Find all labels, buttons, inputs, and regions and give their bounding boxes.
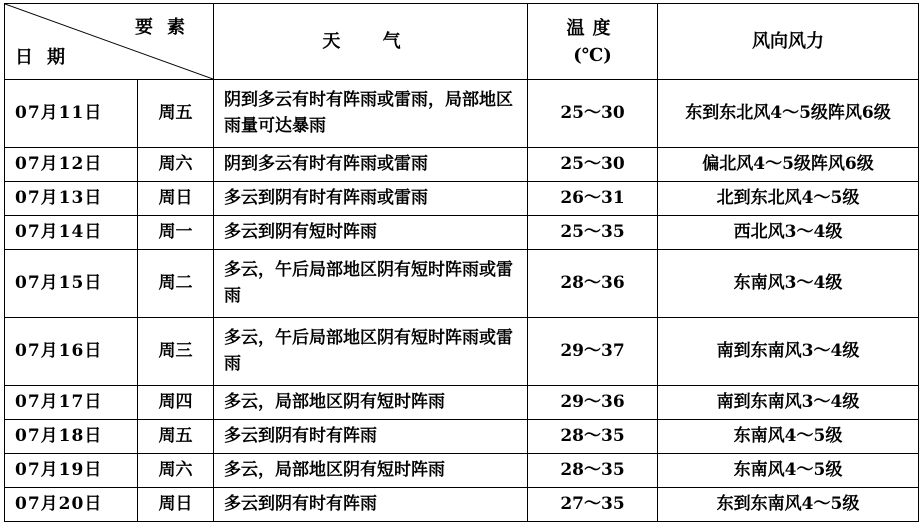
header-weather <box>214 4 528 80</box>
weather-cell: 多云，午后局部地区阴有短时阵雨或雷雨 <box>214 318 528 386</box>
weekday-cell: 周五 <box>138 80 214 148</box>
wind-cell: 东南风3～4级 <box>658 250 919 318</box>
temperature-cell: 27～35 <box>528 488 658 522</box>
header-temperature-label: 温度 <box>566 17 619 39</box>
date-cell: 07月18日 <box>5 420 138 454</box>
date-cell: 07月20日 <box>5 488 138 522</box>
table-row <box>5 420 919 454</box>
table-row <box>5 318 919 386</box>
weekday-cell: 周日 <box>138 488 214 522</box>
header-wind-label: 风向风力 <box>752 31 824 52</box>
table-row <box>5 80 919 148</box>
weather-cell: 多云到阴有时有阵雨 <box>214 488 528 522</box>
weekday-cell: 周六 <box>138 148 214 182</box>
date-cell: 07月14日 <box>5 216 138 250</box>
weekday-cell: 周一 <box>138 216 214 250</box>
weather-cell: 多云，局部地区阴有短时阵雨 <box>214 386 528 420</box>
table-row <box>5 148 919 182</box>
weekday-cell: 周五 <box>138 420 214 454</box>
weather-cell: 多云，局部地区阴有短时阵雨 <box>214 454 528 488</box>
temperature-cell: 25～30 <box>528 80 658 148</box>
header-wind <box>658 4 919 80</box>
header-date-label: 日期 <box>15 47 79 68</box>
date-cell: 07月15日 <box>5 250 138 318</box>
date-cell: 07月13日 <box>5 182 138 216</box>
table-row <box>5 216 919 250</box>
table-row <box>5 250 919 318</box>
date-cell: 07月12日 <box>5 148 138 182</box>
header-diagonal-cell <box>5 4 214 80</box>
weekday-cell: 周三 <box>138 318 214 386</box>
temperature-cell: 26～31 <box>528 182 658 216</box>
weather-cell: 多云到阴有时有阵雨或雷雨 <box>214 182 528 216</box>
date-cell: 07月19日 <box>5 454 138 488</box>
weather-cell: 多云到阴有时有阵雨 <box>214 420 528 454</box>
header-temperature-unit: (℃) <box>573 44 612 66</box>
table-body <box>5 80 919 522</box>
weather-cell: 阴到多云有时有阵雨或雷雨 <box>214 148 528 182</box>
date-cell: 07月17日 <box>5 386 138 420</box>
weather-cell: 阴到多云有时有阵雨或雷雨，局部地区雨量可达暴雨 <box>214 80 528 148</box>
header-temperature <box>528 4 658 80</box>
weekday-cell: 周二 <box>138 250 214 318</box>
header-row <box>5 4 919 80</box>
temperature-cell: 29～36 <box>528 386 658 420</box>
wind-cell: 东南风4～5级 <box>658 454 919 488</box>
header-elements-label: 要素 <box>135 17 199 38</box>
temperature-cell: 25～30 <box>528 148 658 182</box>
temperature-cell: 28～35 <box>528 420 658 454</box>
weather-cell: 多云，午后局部地区阴有短时阵雨或雷雨 <box>214 250 528 318</box>
weekday-cell: 周四 <box>138 386 214 420</box>
wind-cell: 北到东北风4～5级 <box>658 182 919 216</box>
date-cell: 07月16日 <box>5 318 138 386</box>
forecast-table <box>4 3 919 522</box>
wind-cell: 南到东南风3～4级 <box>658 386 919 420</box>
table-row <box>5 182 919 216</box>
temperature-cell: 29～37 <box>528 318 658 386</box>
wind-cell: 偏北风4～5级阵风6级 <box>658 148 919 182</box>
weekday-cell: 周日 <box>138 182 214 216</box>
wind-cell: 东到东北风4～5级阵风6级 <box>658 80 919 148</box>
wind-cell: 东南风4～5级 <box>658 420 919 454</box>
weekday-cell: 周六 <box>138 454 214 488</box>
wind-cell: 东到东南风4～5级 <box>658 488 919 522</box>
header-weather-label: 天 气 <box>322 31 419 52</box>
temperature-cell: 28～35 <box>528 454 658 488</box>
wind-cell: 南到东南风3～4级 <box>658 318 919 386</box>
table-row <box>5 454 919 488</box>
temperature-cell: 28～36 <box>528 250 658 318</box>
wind-cell: 西北风3～4级 <box>658 216 919 250</box>
table-row <box>5 386 919 420</box>
weather-cell: 多云到阴有短时阵雨 <box>214 216 528 250</box>
date-cell: 07月11日 <box>5 80 138 148</box>
temperature-cell: 25～35 <box>528 216 658 250</box>
table-row <box>5 488 919 522</box>
